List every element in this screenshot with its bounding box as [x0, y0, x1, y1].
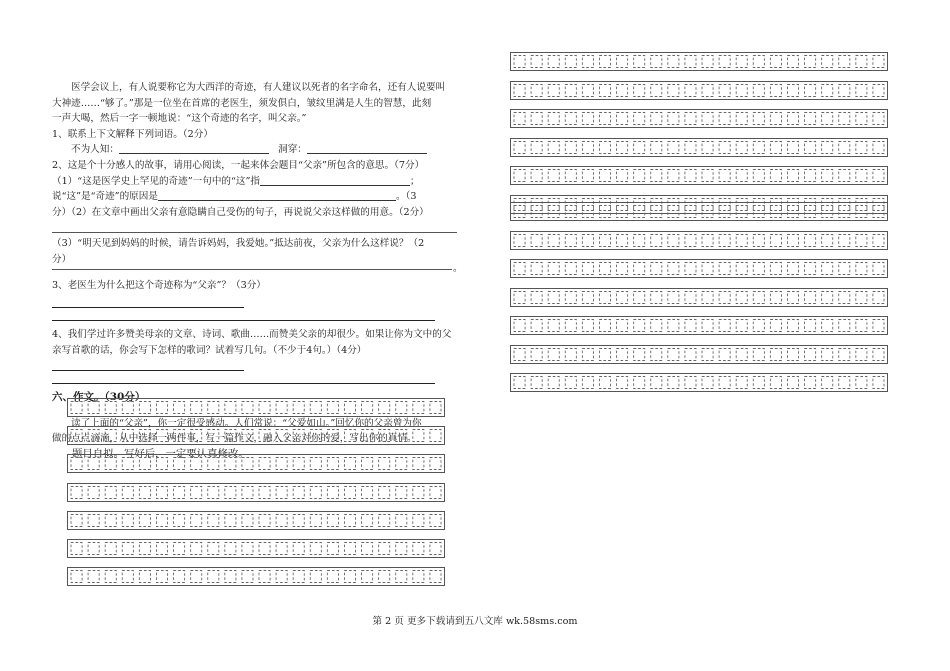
grid-row[interactable]	[67, 454, 445, 473]
grid-row[interactable]	[67, 398, 445, 417]
grid-row[interactable]	[510, 166, 888, 185]
term-2-answer-line[interactable]	[307, 143, 427, 154]
grid-row[interactable]	[67, 511, 445, 530]
question-1-terms	[52, 142, 457, 158]
sub-1a-end: ；	[410, 175, 420, 187]
grid-row[interactable]	[510, 288, 888, 307]
question-2-sub-2: 分）（2）在文章中画出父亲有意隐瞒自己受伤的句子，再说说父亲这样做的用意。（2分）	[52, 206, 429, 218]
question-2-sub-1b	[52, 189, 457, 205]
grid-row[interactable]	[67, 539, 445, 558]
grid-row[interactable]	[510, 81, 888, 100]
sub-1b-answer-line[interactable]	[158, 190, 396, 201]
sub-1a-text: （1）“这是医学史上罕见的奇迹”一句中的“这”指	[52, 175, 261, 187]
sub-1a-answer-line[interactable]	[260, 175, 410, 186]
term-1-answer-line[interactable]	[119, 143, 269, 154]
page-footer: 第 2 页 更多下载请到五八文库 wk.58sms.com	[372, 616, 578, 627]
section-6-line-3: 题目自拟。写好后，一定要认真修改。	[72, 448, 249, 460]
answer-line[interactable]	[52, 308, 435, 321]
term-1-label: 不为人知：	[71, 144, 119, 156]
grid-row[interactable]	[510, 316, 888, 335]
question-4-title-2: 亲写首歌的话，你会写下怎样的歌词？试着写几句。（不少于4句。）（4分）	[52, 344, 367, 356]
grid-row[interactable]	[510, 138, 888, 157]
answer-line[interactable]	[52, 358, 244, 371]
answer-line[interactable]	[52, 293, 244, 308]
sub-3-end: 。	[453, 262, 463, 274]
grid-row[interactable]	[510, 259, 888, 278]
grid-row[interactable]	[510, 109, 888, 128]
question-2-sub-3b: 分）	[52, 253, 72, 265]
grid-row[interactable]	[67, 426, 445, 445]
section-6-line-2: 做的点点滴滴，从中选择一两件事，写一篇作文，融入父亲对你的爱，写出你的真情。	[52, 433, 417, 445]
grid-row[interactable]	[510, 373, 888, 392]
section-6-title: 六、作文。（30分）	[52, 391, 146, 404]
answer-line[interactable]	[52, 220, 457, 233]
passage-line-2: 大神迹……“够了。”那是一位坐在首席的老医生，须发俱白，皱纹里满是人生的智慧，此刻	[52, 97, 432, 109]
question-3-title: 3、老医生为什么把这个奇迹称为“父亲”？（3分）	[52, 279, 266, 291]
answer-line[interactable]	[52, 371, 435, 384]
question-1-title: 1、联系上下文解释下列词语。（2分）	[52, 128, 213, 140]
passage-line-3: 一声大喝，然后一字一顿地说：“这个奇迹的名字，叫父亲。”	[52, 113, 307, 125]
question-2-sub-3: （3）“明天见到妈妈的时候，请告诉妈妈，我爱她。”抵达前夜，父亲为什么这样说？（2	[52, 238, 425, 250]
sub-1b-end: 。（3	[395, 191, 417, 203]
question-2-title: 2、这是个十分感人的故事，请用心阅读，一起来体会题目“父亲”所包含的意思。（7分）	[52, 159, 425, 171]
answer-line-row	[52, 262, 463, 276]
passage-line-1: 医学会议上，有人说要称它为大西洋的奇迹，有人建议以死者的名字命名，还有人说要叫	[71, 82, 446, 93]
question-2-sub-1a	[52, 174, 457, 190]
sub-1b-text: 说“这”是“奇迹”的原因是	[52, 191, 158, 203]
grid-row[interactable]	[67, 567, 445, 586]
grid-row[interactable]	[67, 483, 445, 502]
section-6-line-1: 读了上面的“父亲”，你一定很受感动。人们常说：“父爱如山。”回忆你的父亲曾为你	[71, 417, 422, 429]
answer-line[interactable]	[52, 268, 452, 270]
grid-row[interactable]	[510, 202, 888, 221]
grid-row[interactable]	[510, 345, 888, 364]
grid-row[interactable]	[510, 231, 888, 250]
term-2-label: 洞穿：	[278, 144, 307, 156]
question-4-title: 4、我们学过许多赞美母亲的文章、诗词、歌曲……而赞美父亲的却很少。如果让你为文中的父	[52, 329, 452, 341]
grid-row[interactable]	[510, 52, 888, 71]
